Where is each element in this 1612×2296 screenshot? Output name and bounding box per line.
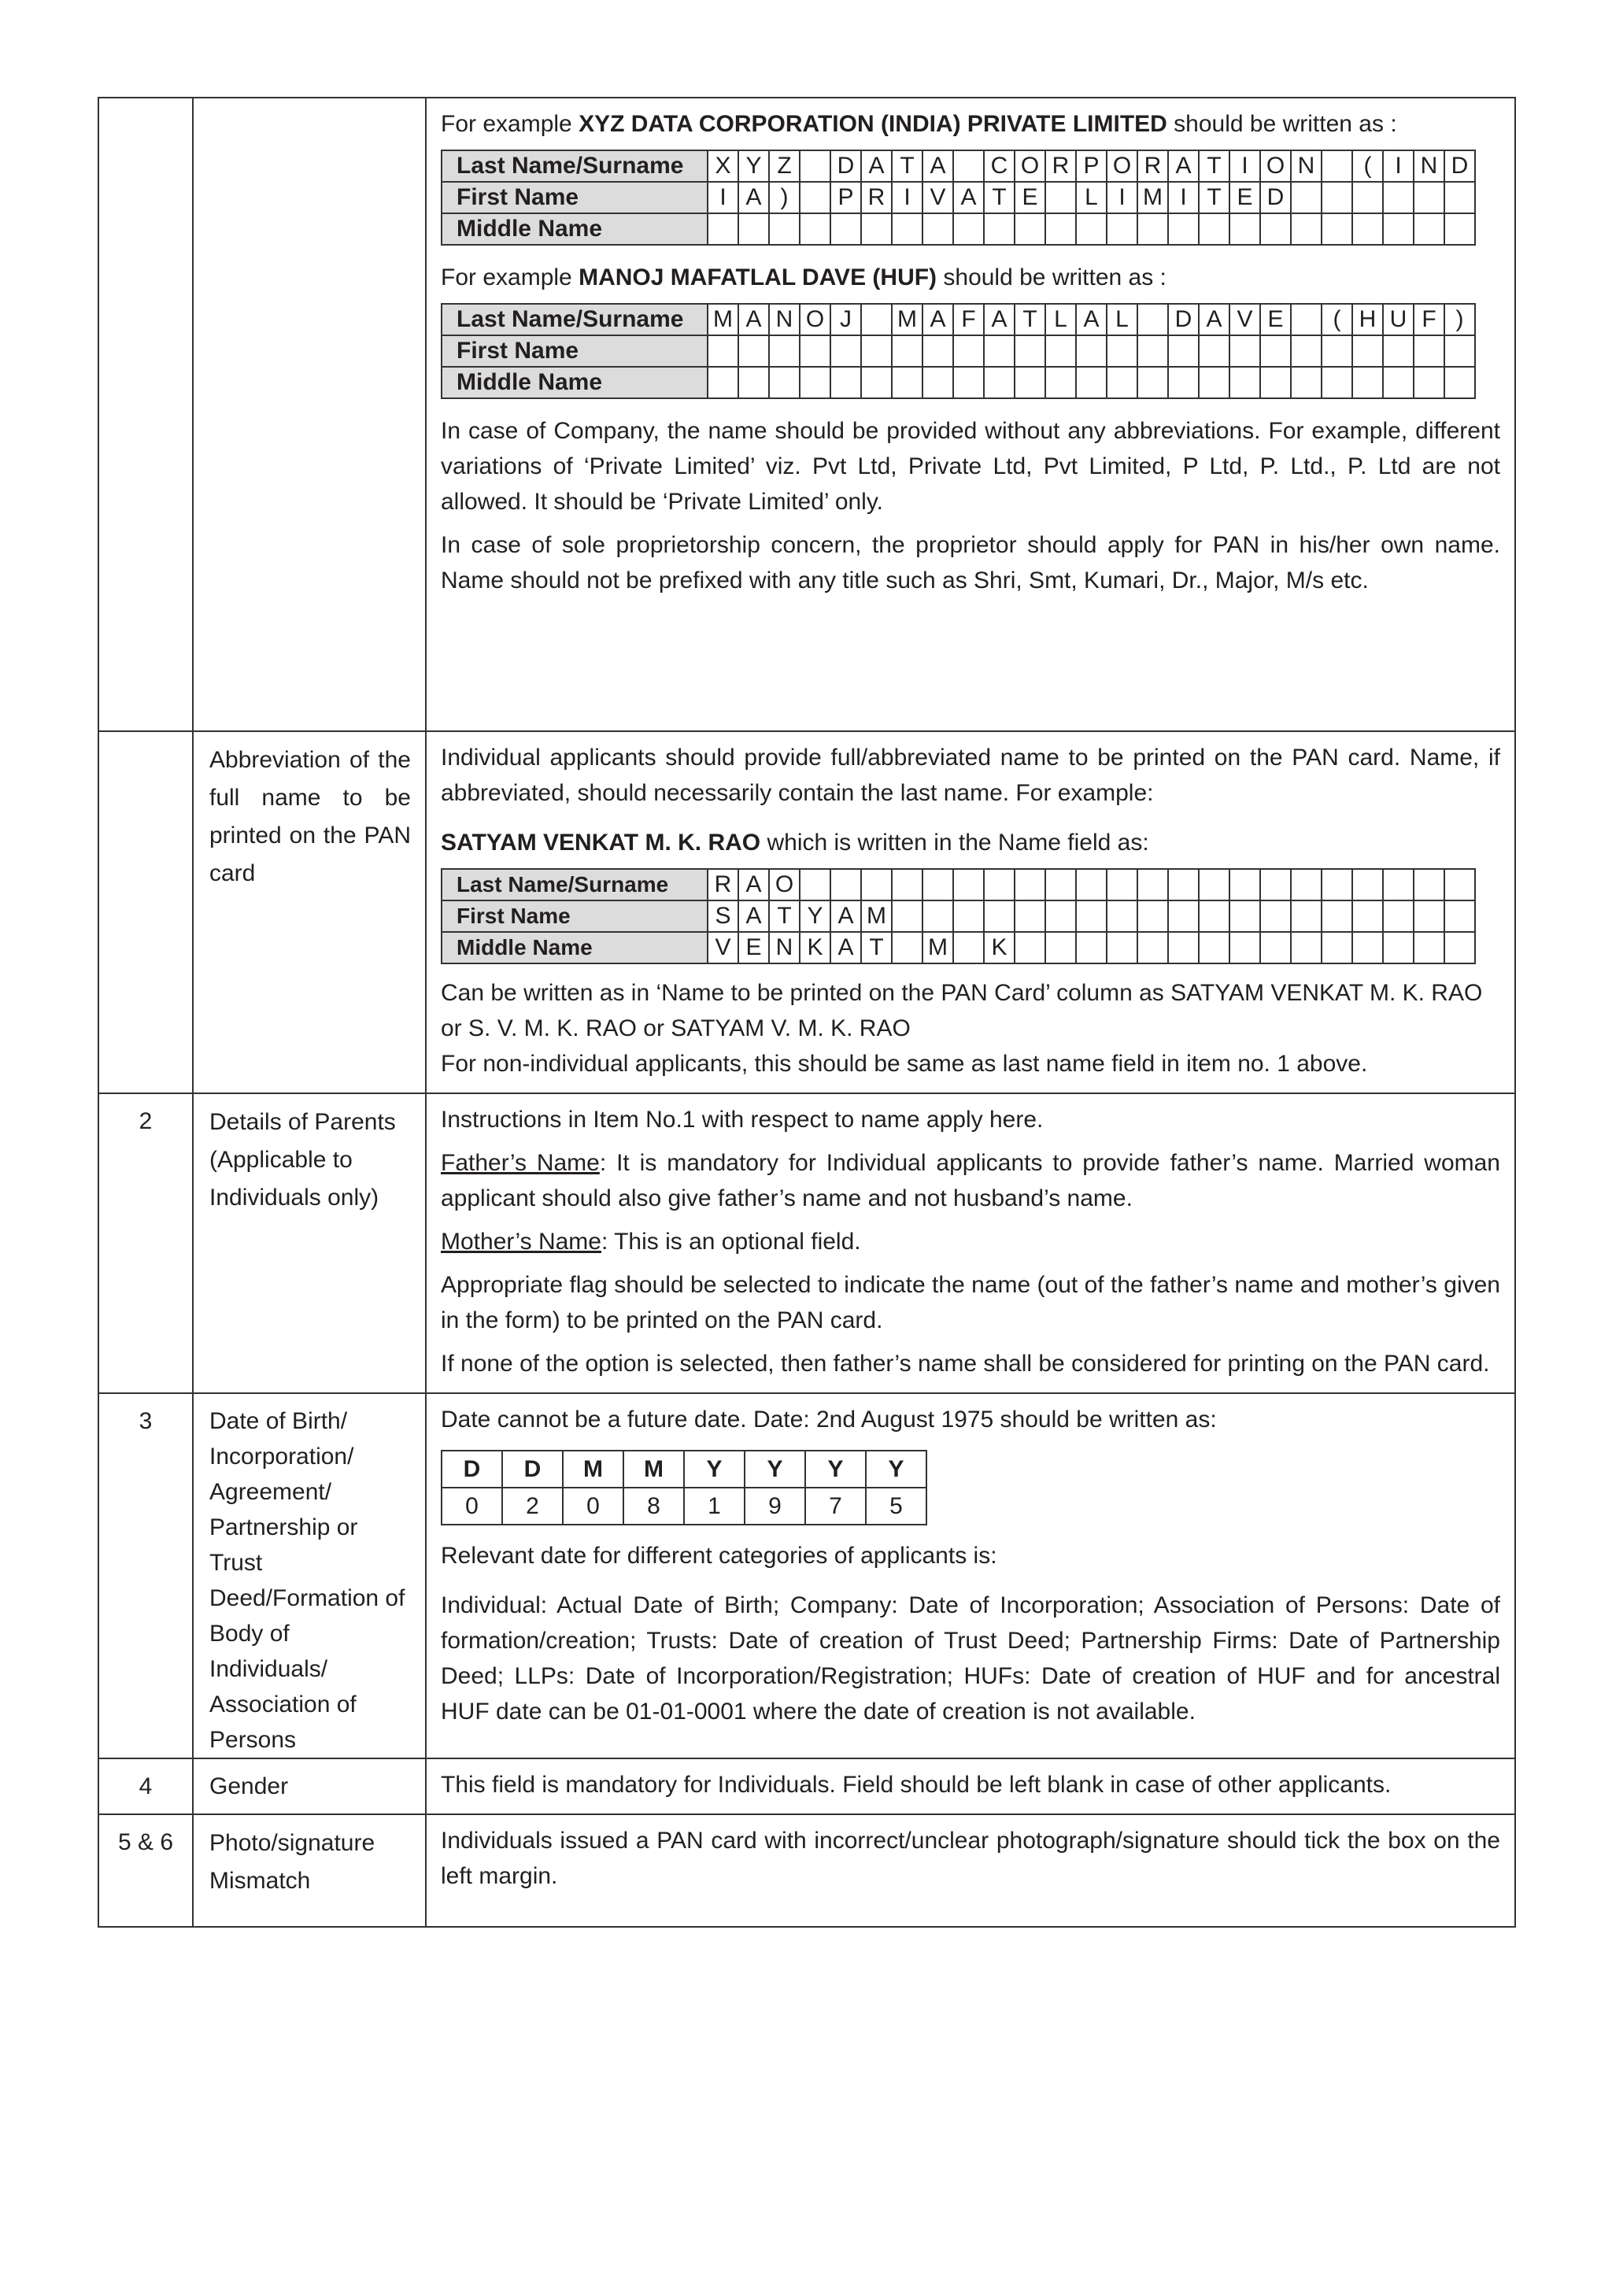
- letter-box: [1322, 182, 1352, 213]
- letter-box: [1352, 367, 1383, 398]
- letter-box: A: [738, 900, 769, 932]
- first-name-label: First Name: [442, 182, 708, 213]
- letter-box: [1137, 335, 1168, 367]
- letter-box: [1045, 182, 1076, 213]
- table-row: [98, 1093, 1515, 1393]
- letter-box: [1015, 367, 1045, 398]
- letter-box: [1291, 900, 1322, 932]
- date-instruction: Date cannot be a future date. Date: 2nd August 1975 should be written as:: [441, 1407, 1217, 1433]
- father-name-label: Father’s Name: [441, 1150, 600, 1176]
- letter-box: U: [1383, 304, 1414, 335]
- letter-box: R: [1045, 150, 1076, 182]
- letter-box: [1383, 367, 1414, 398]
- date-digit: 0: [442, 1488, 502, 1525]
- letter-box: [1444, 900, 1475, 932]
- letter-box: [984, 213, 1015, 245]
- letter-box: T: [1199, 182, 1229, 213]
- letter-box: M: [1137, 182, 1168, 213]
- letter-box: [1107, 932, 1137, 963]
- letter-box: [984, 900, 1015, 932]
- letter-box: [861, 304, 892, 335]
- letter-box: A: [738, 869, 769, 900]
- letter-box: [1199, 900, 1229, 932]
- last-name-label: Last Name/Surname: [442, 150, 708, 182]
- item-title: Gender: [193, 1758, 426, 1814]
- letter-box: N: [1291, 150, 1322, 182]
- letter-box: R: [861, 182, 892, 213]
- letter-box: [861, 213, 892, 245]
- letter-box: [1352, 932, 1383, 963]
- letter-box: [1352, 869, 1383, 900]
- company-name-grid: [441, 150, 1476, 246]
- date-example-grid: [441, 1450, 927, 1525]
- letter-box: [1383, 182, 1414, 213]
- instructions-table: [98, 97, 1516, 1928]
- letter-box: [1352, 335, 1383, 367]
- letter-box: [1229, 900, 1260, 932]
- letter-box: [1015, 869, 1045, 900]
- letter-box: [892, 335, 922, 367]
- company-example-intro: For example XYZ DATA CORPORATION (INDIA) PRIVATE LIMITED should be written as :: [441, 111, 1397, 137]
- letter-box: [1137, 367, 1168, 398]
- letter-box: T: [892, 150, 922, 182]
- letter-box: [892, 932, 922, 963]
- letter-box: [800, 182, 830, 213]
- date-format-header: Y: [745, 1451, 805, 1488]
- letter-box: [1383, 335, 1414, 367]
- date-digit: 2: [502, 1488, 563, 1525]
- abbreviation-options: Can be written as in ‘Name to be printed on the PAN Card’ column as SATYAM VENKAT M. K. RAO or S. V. M. K. RAO or SATYAM V. M. K. RAO: [441, 980, 1483, 1041]
- letter-box: [1076, 869, 1107, 900]
- letter-box: [830, 335, 861, 367]
- instruction-cell: [426, 1093, 1515, 1393]
- letter-box: I: [1107, 182, 1137, 213]
- item-number-cell: [98, 98, 193, 731]
- letter-box: F: [953, 304, 984, 335]
- letter-box: [769, 335, 800, 367]
- letter-box: [1045, 335, 1076, 367]
- letter-box: A: [1168, 150, 1199, 182]
- letter-box: D: [830, 150, 861, 182]
- letter-box: [1444, 213, 1475, 245]
- letter-box: [1414, 932, 1444, 963]
- letter-box: [953, 869, 984, 900]
- letter-box: T: [984, 182, 1015, 213]
- letter-box: [1322, 869, 1352, 900]
- letter-box: [1076, 335, 1107, 367]
- letter-box: Z: [769, 150, 800, 182]
- mother-name-label: Mother’s Name: [441, 1229, 601, 1255]
- letter-box: R: [708, 869, 738, 900]
- letter-box: [1076, 213, 1107, 245]
- letter-box: A: [830, 932, 861, 963]
- letter-box: [800, 367, 830, 398]
- letter-box: F: [1414, 304, 1444, 335]
- letter-box: A: [830, 900, 861, 932]
- letter-box: T: [1015, 304, 1045, 335]
- letter-box: [1414, 213, 1444, 245]
- letter-box: [1199, 932, 1229, 963]
- letter-box: [953, 367, 984, 398]
- flag-instruction: Appropriate flag should be selected to indicate the name (out of the father’s name and mother’s given in the form) to be printed on the PAN card.: [441, 1272, 1500, 1333]
- instruction-cell: [426, 1758, 1515, 1814]
- letter-box: ): [769, 182, 800, 213]
- letter-box: [1199, 335, 1229, 367]
- letter-box: Y: [738, 150, 769, 182]
- letter-box: T: [861, 932, 892, 963]
- item-number: 5 & 6: [98, 1814, 193, 1927]
- letter-box: [1260, 932, 1291, 963]
- letter-box: [1322, 150, 1352, 182]
- letter-box: [984, 869, 1015, 900]
- letter-box: [1291, 213, 1322, 245]
- letter-box: [800, 150, 830, 182]
- date-format-header: Y: [684, 1451, 745, 1488]
- table-row: [98, 98, 1515, 731]
- letter-box: V: [1229, 304, 1260, 335]
- date-categories-intro: Relevant date for different categories of applicants is:: [441, 1543, 997, 1569]
- letter-box: I: [892, 182, 922, 213]
- letter-box: [1260, 213, 1291, 245]
- letter-box: H: [1352, 304, 1383, 335]
- letter-box: [892, 900, 922, 932]
- letter-box: [738, 367, 769, 398]
- date-categories: Individual: Actual Date of Birth; Company: Date of Incorporation; Association of Persons: Date of formation/creation; Trusts: Date of creation of Trust Deed; Partnership Firms: Date of Partnership Deed; LLPs: Date of Incorporation/Registration; HUFs: Date of creation of HUF and for ancestral HUF date can be 01-01-0001 where the date of creation is not available.: [441, 1592, 1500, 1725]
- letter-box: L: [1107, 304, 1137, 335]
- date-digit: 0: [563, 1488, 623, 1525]
- letter-box: [1137, 932, 1168, 963]
- date-format-header: M: [623, 1451, 684, 1488]
- letter-box: O: [1107, 150, 1137, 182]
- mother-name-instruction: Mother’s Name: This is an optional field.: [441, 1229, 861, 1255]
- letter-box: I: [1383, 150, 1414, 182]
- letter-box: [1229, 213, 1260, 245]
- letter-box: Y: [800, 900, 830, 932]
- letter-box: [1076, 900, 1107, 932]
- letter-box: [1137, 900, 1168, 932]
- letter-box: A: [922, 304, 953, 335]
- letter-box: [1137, 213, 1168, 245]
- letter-box: [830, 213, 861, 245]
- letter-box: [861, 367, 892, 398]
- letter-box: [1045, 932, 1076, 963]
- date-format-header: D: [502, 1451, 563, 1488]
- item-title: Details of Parents (Applicable to Individuals only): [193, 1093, 426, 1393]
- letter-box: [953, 335, 984, 367]
- letter-box: [953, 932, 984, 963]
- table-row: [98, 1393, 1515, 1758]
- date-format-header: Y: [866, 1451, 926, 1488]
- letter-box: [769, 367, 800, 398]
- letter-box: [830, 869, 861, 900]
- item-number: 4: [98, 1758, 193, 1814]
- letter-box: [1444, 367, 1475, 398]
- middle-name-label: Middle Name: [442, 367, 708, 398]
- letter-box: R: [1137, 150, 1168, 182]
- letter-box: [1229, 335, 1260, 367]
- letter-box: O: [1260, 150, 1291, 182]
- letter-box: [1291, 182, 1322, 213]
- letter-box: L: [1076, 182, 1107, 213]
- letter-box: [1260, 900, 1291, 932]
- letter-box: [1107, 869, 1137, 900]
- letter-box: [1168, 367, 1199, 398]
- letter-box: [1107, 335, 1137, 367]
- father-name-instruction: Father’s Name: It is mandatory for Individual applicants to provide father’s name. Married woman applicant should also give father’s name and not husband’s name.: [441, 1150, 1500, 1211]
- letter-box: [1045, 367, 1076, 398]
- letter-box: C: [984, 150, 1015, 182]
- letter-box: [922, 869, 953, 900]
- letter-box: [1352, 182, 1383, 213]
- letter-box: [1291, 869, 1322, 900]
- letter-box: [984, 335, 1015, 367]
- letter-box: D: [1168, 304, 1199, 335]
- letter-box: [1107, 900, 1137, 932]
- letter-box: [1291, 367, 1322, 398]
- letter-box: [1168, 869, 1199, 900]
- letter-box: [1260, 869, 1291, 900]
- letter-box: (: [1322, 304, 1352, 335]
- letter-box: M: [708, 304, 738, 335]
- letter-box: [1076, 367, 1107, 398]
- letter-box: [1045, 213, 1076, 245]
- letter-box: [922, 367, 953, 398]
- letter-box: I: [1229, 150, 1260, 182]
- letter-box: V: [708, 932, 738, 963]
- letter-box: O: [800, 304, 830, 335]
- date-digit: 9: [745, 1488, 805, 1525]
- letter-box: T: [1199, 150, 1229, 182]
- letter-box: [1414, 869, 1444, 900]
- letter-box: N: [1414, 150, 1444, 182]
- abbreviation-instruction: Individual applicants should provide full/abbreviated name to be printed on the PAN card. Name, if abbreviated, should necessarily contain the last name. For example:: [441, 745, 1500, 806]
- letter-box: A: [738, 304, 769, 335]
- letter-box: A: [861, 150, 892, 182]
- letter-box: [1199, 869, 1229, 900]
- letter-box: [1322, 932, 1352, 963]
- letter-box: [1229, 367, 1260, 398]
- letter-box: I: [1168, 182, 1199, 213]
- date-digit: 7: [805, 1488, 866, 1525]
- letter-box: [861, 869, 892, 900]
- item-number: 3: [98, 1393, 193, 1758]
- letter-box: M: [861, 900, 892, 932]
- letter-box: [1291, 335, 1322, 367]
- letter-box: [1015, 932, 1045, 963]
- letter-box: [922, 335, 953, 367]
- letter-box: [1444, 932, 1475, 963]
- letter-box: [922, 213, 953, 245]
- letter-box: [1260, 367, 1291, 398]
- letter-box: [1015, 900, 1045, 932]
- letter-box: [1199, 367, 1229, 398]
- letter-box: [1229, 869, 1260, 900]
- letter-box: [1352, 213, 1383, 245]
- item-number-cell: [98, 731, 193, 1093]
- parents-instruction: Instructions in Item No.1 with respect to name apply here.: [441, 1107, 1044, 1133]
- letter-box: ): [1444, 304, 1475, 335]
- letter-box: N: [769, 932, 800, 963]
- middle-name-label: Middle Name: [442, 932, 708, 963]
- letter-box: A: [984, 304, 1015, 335]
- letter-box: [1015, 335, 1045, 367]
- letter-box: [1107, 213, 1137, 245]
- letter-box: [892, 367, 922, 398]
- letter-box: [1414, 182, 1444, 213]
- date-digit: 5: [866, 1488, 926, 1525]
- letter-box: [1137, 304, 1168, 335]
- letter-box: E: [1260, 304, 1291, 335]
- letter-box: [800, 335, 830, 367]
- letter-box: [1414, 335, 1444, 367]
- letter-box: [1168, 932, 1199, 963]
- mismatch-instruction: Individuals issued a PAN card with incorrect/unclear photograph/signature should tick the box on the left margin.: [441, 1828, 1500, 1889]
- letter-box: [1045, 869, 1076, 900]
- instruction-cell: [426, 1814, 1515, 1927]
- first-name-label: First Name: [442, 900, 708, 932]
- date-digit: 1: [684, 1488, 745, 1525]
- letter-box: [800, 213, 830, 245]
- letter-box: K: [800, 932, 830, 963]
- letter-box: [769, 213, 800, 245]
- letter-box: [1383, 869, 1414, 900]
- letter-box: [708, 335, 738, 367]
- item-title: Photo/signature Mismatch: [193, 1814, 426, 1927]
- abbreviation-name-grid: [441, 868, 1476, 964]
- letter-box: (: [1352, 150, 1383, 182]
- huf-example-intro: For example MANOJ MAFATLAL DAVE (HUF) should be written as :: [441, 264, 1166, 290]
- date-format-header: D: [442, 1451, 502, 1488]
- letter-box: [1137, 869, 1168, 900]
- letter-box: [1444, 182, 1475, 213]
- letter-box: [708, 367, 738, 398]
- letter-box: [1168, 900, 1199, 932]
- letter-box: [1383, 213, 1414, 245]
- letter-box: P: [830, 182, 861, 213]
- letter-box: K: [984, 932, 1015, 963]
- letter-box: [1322, 900, 1352, 932]
- letter-box: [1322, 335, 1352, 367]
- date-digit: 8: [623, 1488, 684, 1525]
- letter-box: D: [1260, 182, 1291, 213]
- date-format-header: Y: [805, 1451, 866, 1488]
- letter-box: X: [708, 150, 738, 182]
- letter-box: [830, 367, 861, 398]
- last-name-label: Last Name/Surname: [442, 304, 708, 335]
- letter-box: O: [769, 869, 800, 900]
- middle-name-label: Middle Name: [442, 213, 708, 245]
- letter-box: [1322, 213, 1352, 245]
- letter-box: [1383, 900, 1414, 932]
- letter-box: A: [953, 182, 984, 213]
- letter-box: J: [830, 304, 861, 335]
- letter-box: E: [738, 932, 769, 963]
- letter-box: [1414, 900, 1444, 932]
- huf-name-grid: [441, 303, 1476, 399]
- letter-box: [1383, 932, 1414, 963]
- letter-box: A: [1199, 304, 1229, 335]
- letter-box: [1352, 900, 1383, 932]
- letter-box: O: [1015, 150, 1045, 182]
- first-name-label: First Name: [442, 335, 708, 367]
- letter-box: [1199, 213, 1229, 245]
- letter-box: [1076, 932, 1107, 963]
- letter-box: [953, 900, 984, 932]
- letter-box: [953, 213, 984, 245]
- table-row: [98, 1758, 1515, 1814]
- letter-box: [1107, 367, 1137, 398]
- letter-box: D: [1444, 150, 1475, 182]
- letter-box: M: [922, 932, 953, 963]
- sole-proprietor-note: In case of sole proprietorship concern, the proprietor should apply for PAN in his/her own name. Name should not be prefixed with any title such as Shri, Smt, Kumari, Dr., Major, M/s etc.: [441, 532, 1500, 593]
- letter-box: [861, 335, 892, 367]
- letter-box: [1291, 304, 1322, 335]
- letter-box: [1045, 900, 1076, 932]
- letter-box: A: [1076, 304, 1107, 335]
- letter-box: [738, 335, 769, 367]
- letter-box: [1322, 367, 1352, 398]
- table-row: [98, 731, 1515, 1093]
- gender-instruction: This field is mandatory for Individuals. Field should be left blank in case of other applicants.: [441, 1772, 1392, 1798]
- letter-box: A: [922, 150, 953, 182]
- letter-box: A: [738, 182, 769, 213]
- item-title-cell: [193, 98, 426, 731]
- letter-box: L: [1045, 304, 1076, 335]
- letter-box: E: [1015, 182, 1045, 213]
- item-title: Date of Birth/ Incorporation/ Agreement/ Partnership or Trust Deed/Formation of Body of Individuals/ Association of Persons: [193, 1393, 426, 1758]
- letter-box: [1168, 335, 1199, 367]
- letter-box: T: [769, 900, 800, 932]
- non-individual-note: For non-individual applicants, this should be same as last name field in item no. 1 above.: [441, 1051, 1368, 1077]
- instruction-cell: [426, 98, 1515, 731]
- letter-box: P: [1076, 150, 1107, 182]
- letter-box: N: [769, 304, 800, 335]
- letter-box: [708, 213, 738, 245]
- letter-box: V: [922, 182, 953, 213]
- letter-box: [892, 213, 922, 245]
- letter-box: [1168, 213, 1199, 245]
- item-number: 2: [98, 1093, 193, 1393]
- item-title-cell: Abbreviation of the full name to be printed on the PAN card: [193, 731, 426, 1093]
- letter-box: M: [892, 304, 922, 335]
- letter-box: I: [708, 182, 738, 213]
- default-flag-note: If none of the option is selected, then father’s name shall be considered for printing on the PAN card.: [441, 1351, 1490, 1377]
- letter-box: S: [708, 900, 738, 932]
- letter-box: [922, 900, 953, 932]
- letter-box: [1229, 932, 1260, 963]
- letter-box: [953, 150, 984, 182]
- letter-box: [1015, 213, 1045, 245]
- letter-box: [984, 367, 1015, 398]
- letter-box: [738, 213, 769, 245]
- letter-box: [1260, 335, 1291, 367]
- abbreviation-example-intro: SATYAM VENKAT M. K. RAO which is written in the Name field as:: [441, 830, 1149, 856]
- letter-box: [892, 869, 922, 900]
- last-name-label: Last Name/Surname: [442, 869, 708, 900]
- instruction-cell: [426, 1393, 1515, 1758]
- letter-box: [800, 869, 830, 900]
- letter-box: [1414, 367, 1444, 398]
- letter-box: [1444, 869, 1475, 900]
- letter-box: [1291, 932, 1322, 963]
- date-format-header: M: [563, 1451, 623, 1488]
- table-row: [98, 1814, 1515, 1927]
- letter-box: E: [1229, 182, 1260, 213]
- company-abbreviation-note: In case of Company, the name should be provided without any abbreviations. For example, different variations of ‘Private Limited’ viz. Pvt Ltd, Private Ltd, Pvt Limited, P Ltd, P. Ltd., P. Ltd are not allowed. It should be ‘Private Limited’ only.: [441, 418, 1500, 515]
- letter-box: [1444, 335, 1475, 367]
- instruction-cell: [426, 731, 1515, 1093]
